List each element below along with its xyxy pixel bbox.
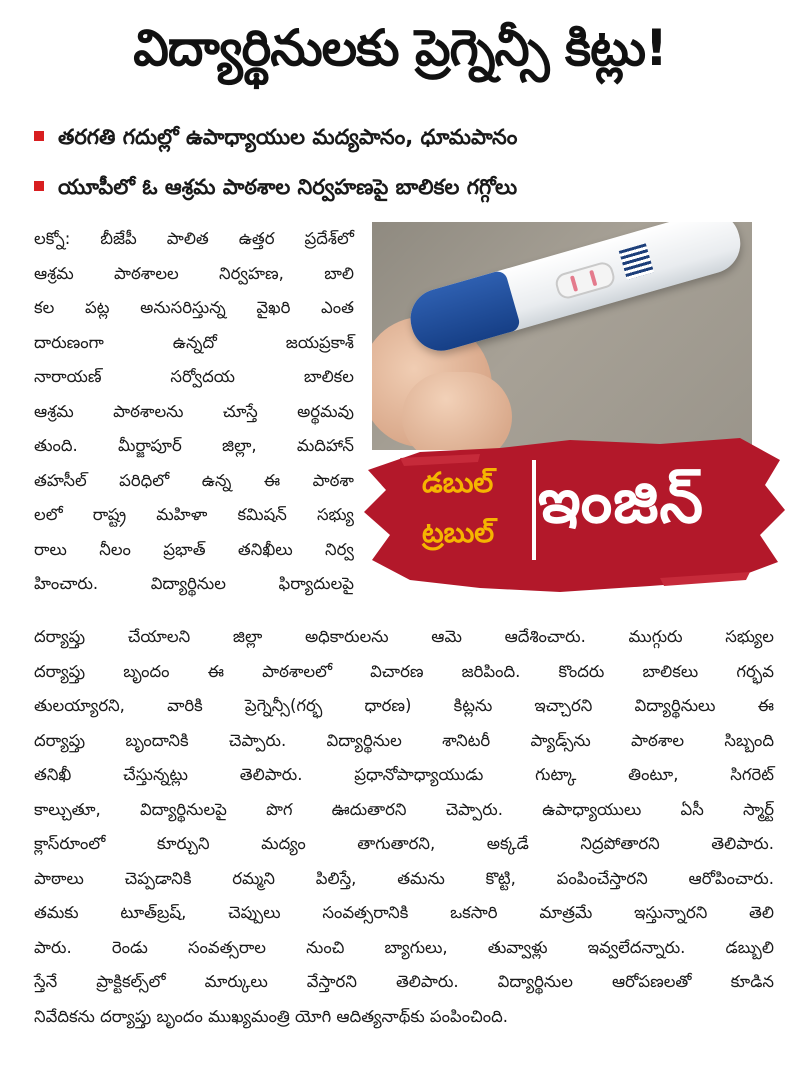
double-trouble-logo: [360, 430, 788, 600]
test-result-window: [553, 260, 617, 301]
logo-engine: ఇంజిన్: [538, 464, 704, 537]
logo-double: డబుల్: [422, 466, 494, 499]
article-line: ఆశ్రమ పాఠశాలల నిర్వహణ, బాలి: [34, 263, 354, 283]
article-line: రాలు నీలం ప్రభాత్ తనిఖీలు నిర్వ: [34, 539, 354, 559]
bullet-square-icon: [34, 131, 44, 141]
logo-trouble: ట్రబుల్: [422, 516, 495, 549]
pregnancy-test-stick: [403, 222, 747, 358]
article-line: క్లాస్‌రూంలో కూర్చుని మద్యం తాగుతారని, అక్కడే నిద్రపోతారని తెలిపారు.: [34, 834, 774, 853]
article-line: తనిఖీ చేస్తున్నట్లు తెలిపారు. ప్రధానోపాధ్యాయుడు గుట్కా తింటూ, సిగరెట్: [34, 765, 774, 784]
article-line: నివేదికను దర్యాప్తు బృందం ముఖ్యమంత్రి యోగి ఆదిత్యనాథ్‌కు పంపించింది.: [34, 1006, 509, 1026]
article-line: కాల్చుతూ, విద్యార్థినులపై పొగ ఊదుతారని చెప్పారు. ఉపాధ్యాయులు ఏసీ స్మార్ట్: [34, 799, 774, 819]
article-line: నారాయణ్ సర్వోదయ బాలికల: [34, 367, 354, 386]
bullet-square-icon: [34, 181, 44, 191]
article-line: దర్యాప్తు బృందానికి చెప్పారు. విద్యార్థినుల శానిటరీ ప్యాడ్స్‌ను పాఠశాల సిబ్బంది: [34, 730, 774, 750]
article-line: దర్యాప్తు బృందం ఈ పాఠశాలలో విచారణ జరిపింది. కొందరు బాలికలు గర్భవ: [34, 661, 774, 681]
article-line: పాఠాలు చెప్పడానికి రమ్మని పిలిస్తే, తమను కొట్టి, పంపించేస్తారని ఆరోపించారు.: [34, 868, 774, 888]
article-line: తులయ్యారని, వారికి ప్రెగ్నెన్సీ(గర్భ ధారణ) కిట్లను ఇచ్చారని విద్యార్థినులు ఈ: [34, 696, 774, 715]
bullet-point-1: [34, 120, 517, 154]
headline: విద్యార్థినులకు ప్రెగ్నెన్సీ కిట్లు!: [133, 19, 667, 77]
article-line: తహసీల్ పరిధిలో ఉన్న ఈ పాఠశా: [34, 470, 354, 490]
article-line: కల పట్ల అనుసరిస్తున్న వైఖరి ఎంత: [34, 298, 354, 317]
pregnancy-test-photo: [372, 222, 752, 450]
article-line: తమకు టూత్‌బ్రష్, చెప్పులు సంవత్సరానికి ఒకసారి మాత్రమే ఇస్తున్నారని తెలి: [34, 903, 774, 922]
article-line: హించారు. విద్యార్థినుల ఫిర్యాదులపై: [34, 574, 354, 593]
article-column: [34, 222, 354, 602]
bullet-text: తరగతి గదుల్లో ఉపాధ్యాయుల మద్యపానం, ధూమపానం: [58, 125, 518, 149]
article-line: తుంది. మీర్జాపూర్ జిల్లా, మదిహాన్: [34, 436, 354, 455]
article-line: ఆశ్రమ పాఠశాలను చూస్తే అర్థమవు: [34, 401, 354, 421]
test-label: [619, 243, 654, 280]
article-line: పారు. రెండు సంవత్సరాల నుంచి బ్యాగులు, తువ్వాళ్లు ఇవ్వలేదన్నారు. డబ్బులి: [34, 937, 774, 957]
logo-divider: [532, 460, 536, 560]
article-body: [34, 620, 774, 1034]
article-line: లలో రాష్ట్ర మహిళా కమిషన్ సభ్యు: [34, 505, 354, 524]
article-line: దారుణంగా ఉన్నదో జయప్రకాశ్: [34, 332, 354, 352]
article-line: లక్నో: బీజేపీ పాలిత ఉత్తర ప్రదేశ్‌లో: [34, 229, 354, 248]
bullet-text: యూపీలో ఓ ఆశ్రమ పాఠశాల నిర్వహణపై బాలికల గగ్గోలు: [58, 175, 518, 199]
bullet-point-2: [34, 170, 517, 204]
article-line: దర్యాప్తు చేయాలని జిల్లా అధికారులను ఆమె ఆదేశించారు. ముగ్గురు సభ్యుల: [34, 627, 774, 646]
article-line: స్తేనే ప్రాక్టికల్స్‌లో మార్కులు వేస్తారని తెలిపారు. విద్యార్థినుల ఆరోపణలతో కూడిన: [34, 972, 774, 991]
